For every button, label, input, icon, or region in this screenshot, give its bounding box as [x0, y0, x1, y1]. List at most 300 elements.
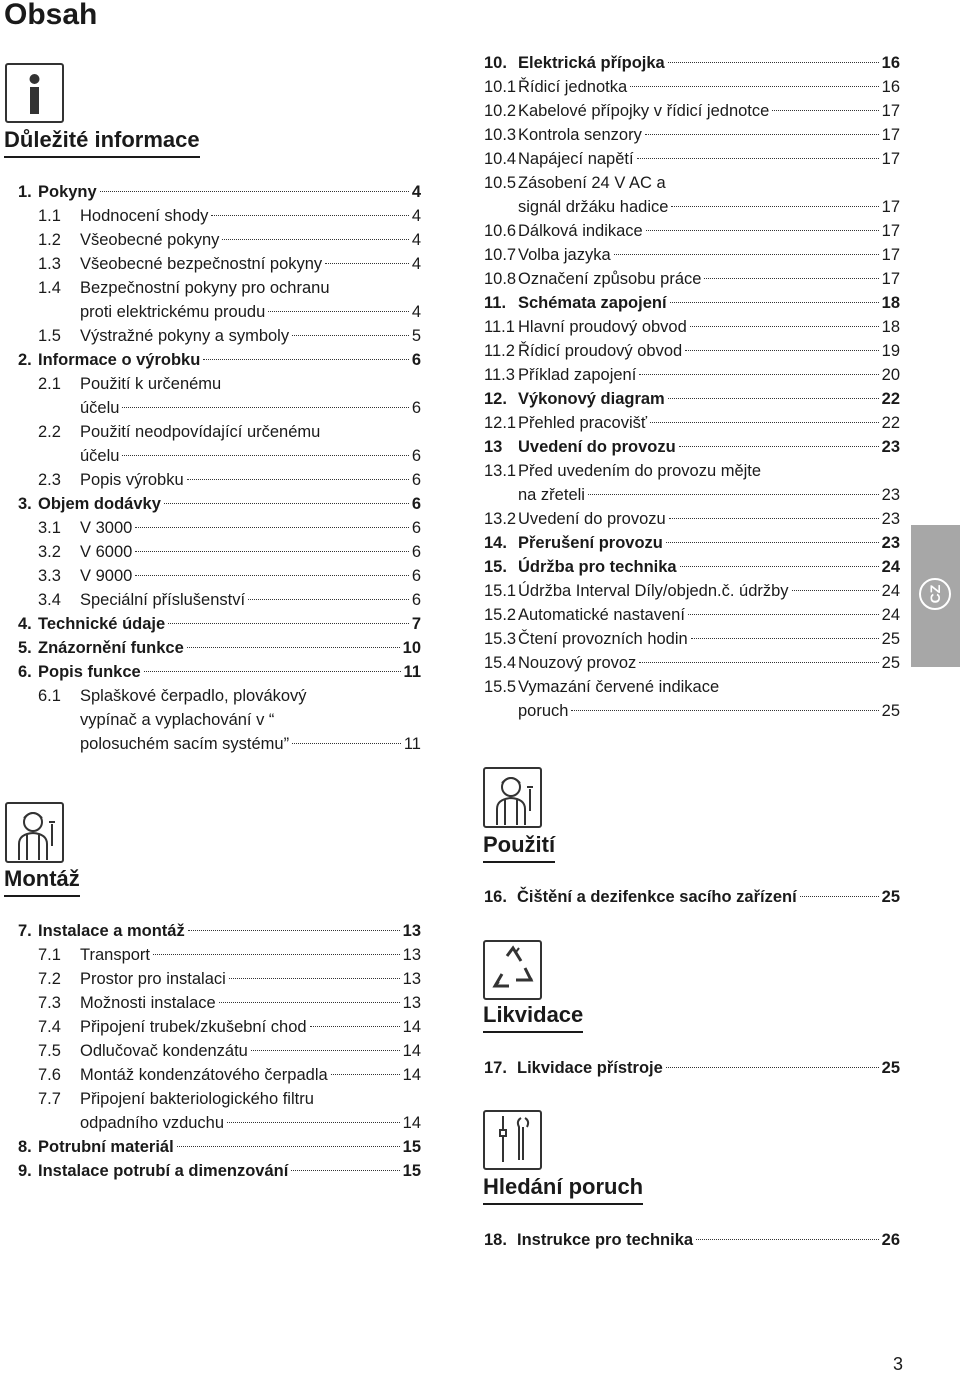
toc-entry-title: Volba jazyka	[518, 246, 611, 264]
page-title: Obsah	[4, 0, 98, 31]
toc-entry-page: 7	[411, 615, 421, 633]
toc-entry	[484, 507, 900, 531]
toc-troubleshooting	[484, 1228, 900, 1252]
toc-entry-number: 7.1	[38, 946, 61, 964]
language-code: CZ	[927, 584, 943, 604]
toc-entry-number: 1.2	[38, 231, 61, 249]
toc-entry-title: Znázornění funkce	[38, 639, 184, 657]
toc-entry-number: 9.	[18, 1162, 32, 1180]
toc-entry	[38, 324, 421, 348]
toc-entry-page: 25	[881, 654, 900, 672]
toc-entry-page: 6	[411, 447, 421, 465]
toc-dot-leader	[639, 374, 878, 375]
toc-entry-title: Výstražné pokyny a symboly	[80, 327, 290, 345]
toc-entry	[38, 204, 421, 228]
toc-entry-page: 11	[403, 735, 421, 753]
toc-entry-number: 10.3	[484, 126, 517, 144]
toc-dot-leader	[800, 896, 879, 897]
toc-dot-leader	[188, 930, 400, 931]
toc-entry-title: Instrukce pro technika	[517, 1231, 694, 1249]
toc-dot-leader	[670, 302, 879, 303]
toc-dot-leader	[100, 191, 409, 192]
toc-entry	[18, 1135, 421, 1159]
toc-disposal	[484, 1056, 900, 1080]
toc-entry-title: Kabelové přípojky v řídicí jednotce	[518, 102, 770, 120]
toc-dot-leader	[227, 1122, 400, 1123]
toc-entry-number: 11.2	[484, 342, 515, 360]
toc-dot-leader	[650, 422, 879, 423]
toc-entry-number: 16.	[484, 888, 507, 906]
toc-entry	[18, 1159, 421, 1183]
toc-entry-title: Prostor pro instalaci	[80, 970, 226, 988]
toc-assembly	[18, 919, 421, 1183]
toc-entry-number: 5.	[18, 639, 32, 657]
toc-entry-page: 24	[881, 558, 900, 576]
toc-entry	[38, 444, 421, 468]
toc-entry	[38, 1087, 421, 1111]
toc-entry	[484, 411, 900, 435]
toc-dot-leader	[135, 527, 409, 528]
toc-entry-title: Popis funkce	[38, 663, 141, 681]
toc-entry-title: Všeobecné bezpečnostní pokyny	[80, 255, 323, 273]
toc-dot-leader	[666, 1067, 879, 1068]
toc-entry-title: Řídicí proudový obvod	[518, 342, 683, 360]
toc-entry-title: Výkonový diagram	[518, 390, 665, 408]
toc-entry-title: Uvedení do provozu	[518, 510, 666, 528]
toc-entry-number: 12.1	[484, 414, 517, 432]
toc-entry	[484, 603, 900, 627]
toc-entry-page: 24	[881, 606, 900, 624]
toc-entry-page: 17	[881, 150, 900, 168]
toc-entry-title: Kontrola senzory	[518, 126, 642, 144]
toc-entry-number: 7.4	[38, 1018, 61, 1036]
toc-entry-title: Elektrická přípojka	[518, 54, 665, 72]
toc-entry	[484, 885, 900, 909]
page-number: 3	[893, 1354, 904, 1374]
toc-entry-number: 13.1	[484, 462, 517, 480]
toc-entry-number: 10.2	[484, 102, 517, 120]
toc-dot-leader	[685, 350, 878, 351]
toc-entry	[38, 684, 421, 708]
toc-entry-title: Použití neodpovídající určenému	[80, 423, 321, 441]
toc-entry	[484, 315, 900, 339]
toc-dot-leader	[588, 494, 879, 495]
toc-entry	[484, 171, 900, 195]
toc-entry	[484, 147, 900, 171]
toc-dot-leader	[704, 278, 878, 279]
toc-entry-title: Před uvedením do provozu mějte	[518, 462, 762, 480]
toc-entry	[484, 291, 900, 315]
toc-dot-leader	[291, 1170, 399, 1171]
toc-entry	[484, 99, 900, 123]
recycle-icon	[483, 940, 542, 1000]
toc-dot-leader	[135, 551, 409, 552]
toc-entry-page: 14	[402, 1066, 421, 1084]
toc-entry-page: 19	[881, 342, 900, 360]
toc-entry-number: 6.	[18, 663, 32, 681]
toc-entry-title: V 6000	[80, 543, 133, 561]
toc-entry	[484, 75, 900, 99]
toc-dot-leader	[187, 479, 409, 480]
toc-entry-number: 11.3	[484, 366, 515, 384]
toc-entry-number: 14.	[484, 534, 507, 552]
toc-entry-page: 17	[881, 270, 900, 288]
toc-dot-leader	[688, 614, 879, 615]
toc-entry-title: Hlavní proudový obvod	[518, 318, 687, 336]
toc-entry-number: 2.2	[38, 423, 61, 441]
toc-entry-title: Nouzový provoz	[518, 654, 637, 672]
toc-entry-page: 17	[881, 126, 900, 144]
toc-entry-page: 23	[881, 438, 900, 456]
toc-entry	[484, 699, 900, 723]
toc-entry-title: Čtení provozních hodin	[518, 630, 688, 648]
toc-entry-number: 3.	[18, 495, 32, 513]
toc-entry-number: 8.	[18, 1138, 32, 1156]
section-disposal-heading: Likvidace	[483, 1002, 583, 1033]
toc-entry-page: 18	[881, 318, 900, 336]
toc-entry-page: 22	[881, 390, 900, 408]
toc-entry-title: Čištění a dezifenkce sacího zařízení	[517, 888, 797, 906]
toc-entry	[38, 943, 421, 967]
toc-entry-page: 25	[881, 1059, 900, 1077]
toc-dot-leader	[325, 263, 409, 264]
toc-entry-page: 14	[402, 1042, 421, 1060]
toc-entry-number: 7.3	[38, 994, 61, 1012]
toc-dot-leader	[691, 638, 879, 639]
toc-entry-title: Instalace potrubí a dimenzování	[38, 1162, 289, 1180]
toc-entry	[484, 243, 900, 267]
toc-entry-page: 13	[402, 946, 421, 964]
toc-dot-leader	[630, 86, 878, 87]
toc-entry	[38, 372, 421, 396]
toc-entry	[18, 660, 421, 684]
toc-entry	[484, 195, 900, 219]
toc-dot-leader	[696, 1239, 879, 1240]
toc-entry-title: Řídicí jednotka	[518, 78, 628, 96]
technician-icon	[5, 802, 64, 863]
toc-entry-page: 6	[411, 543, 421, 561]
toc-entry	[38, 1039, 421, 1063]
toc-entry-title: Zásobení 24 V AC a	[518, 174, 666, 192]
toc-entry	[484, 627, 900, 651]
toc-entry	[38, 967, 421, 991]
toc-entry-page: 17	[881, 222, 900, 240]
toc-dot-leader	[122, 407, 408, 408]
toc-dot-leader	[203, 359, 409, 360]
toc-entry-number: 6.1	[38, 687, 61, 705]
toc-entry-page: 6	[411, 399, 421, 417]
toc-entry-title: Všeobecné pokyny	[80, 231, 220, 249]
toc-entry-page: 17	[881, 246, 900, 264]
toc-entry-number: 15.2	[484, 606, 517, 624]
toc-entry-title: Schémata zapojení	[518, 294, 667, 312]
toc-entry-page: 6	[411, 519, 421, 537]
toc-dot-leader	[164, 503, 409, 504]
toc-entry-title: Údržba pro technika	[518, 558, 677, 576]
toc-entry-page: 10	[402, 639, 421, 657]
toc-entry	[38, 228, 421, 252]
toc-dot-leader	[666, 542, 879, 543]
toc-entry-title: Přehled pracovišť	[518, 414, 648, 432]
toc-entry-title: Objem dodávky	[38, 495, 161, 513]
toc-entry-number: 1.4	[38, 279, 61, 297]
toc-entry	[484, 579, 900, 603]
toc-entry	[484, 219, 900, 243]
toc-entry	[18, 612, 421, 636]
toc-entry-number: 3.1	[38, 519, 61, 537]
toc-entry-title: Potrubní materiál	[38, 1138, 174, 1156]
toc-entry	[38, 540, 421, 564]
toc-entry-title: signál držáku hadice	[518, 198, 669, 216]
toc-entry-number: 15.4	[484, 654, 517, 672]
toc-entry-title: Splaškové čerpadlo, plovákový	[80, 687, 307, 705]
toc-dot-leader	[268, 311, 409, 312]
toc-entry-title: Připojení trubek/zkušební chod	[80, 1018, 307, 1036]
toc-entry-page: 23	[881, 510, 900, 528]
toc-entry-title: Informace o výrobku	[38, 351, 201, 369]
toc-entry-number: 13.2	[484, 510, 517, 528]
toc-entry	[38, 732, 421, 756]
toc-entry-number: 10.5	[484, 174, 517, 192]
toc-entry	[18, 492, 421, 516]
toc-entry	[484, 1228, 900, 1252]
toc-entry-page: 17	[881, 198, 900, 216]
toc-dot-leader	[219, 1002, 400, 1003]
toc-entry	[38, 1111, 421, 1135]
toc-entry-page: 26	[881, 1231, 900, 1249]
toc-entry	[38, 1015, 421, 1039]
toc-entry-title: Bezpečnostní pokyny pro ochranu	[80, 279, 330, 297]
toc-entry-number: 7.	[18, 922, 32, 940]
toc-entry-title: na zřeteli	[518, 486, 585, 504]
toc-entry-title: Pokyny	[38, 183, 97, 201]
toc-entry-title: Připojení bakteriologického filtru	[80, 1090, 314, 1108]
toc-entry-number: 7.6	[38, 1066, 61, 1084]
toc-entry-page: 25	[881, 702, 900, 720]
toc-entry-number: 18.	[484, 1231, 507, 1249]
toc-dot-leader	[645, 134, 879, 135]
toc-entry-number: 10.	[484, 54, 507, 72]
toc-entry-title: Speciální příslušenství	[80, 591, 246, 609]
toc-entry-number: 4.	[18, 615, 32, 633]
toc-entry	[38, 252, 421, 276]
toc-entry	[484, 387, 900, 411]
toc-entry	[38, 420, 421, 444]
toc-entry	[484, 435, 900, 459]
toc-entry-page: 11	[403, 663, 421, 681]
toc-entry-number: 7.2	[38, 970, 61, 988]
toc-entry-page: 25	[881, 630, 900, 648]
toc-entry-page: 13	[402, 922, 421, 940]
section-troubleshooting-heading: Hledání poruch	[483, 1174, 643, 1205]
toc-entry-title: účelu	[80, 447, 120, 465]
toc-dot-leader	[792, 590, 879, 591]
toc-dot-leader	[669, 518, 879, 519]
toc-entry-page: 24	[881, 582, 900, 600]
toc-dot-leader	[679, 446, 879, 447]
section-usage-heading: Použití	[483, 832, 555, 863]
toc-dot-leader	[292, 743, 401, 744]
toc-dot-leader	[135, 575, 409, 576]
toc-entry	[484, 555, 900, 579]
toc-entry-title: poruch	[518, 702, 569, 720]
toc-entry	[38, 1063, 421, 1087]
toc-entry	[18, 636, 421, 660]
toc-dot-leader	[571, 710, 878, 711]
toc-dot-leader	[331, 1074, 400, 1075]
toc-entry-number: 2.	[18, 351, 32, 369]
toc-entry-number: 1.1	[38, 207, 61, 225]
toc-entry-title: Montáž kondenzátového čerpadla	[80, 1066, 328, 1084]
toc-entry-number: 10.1	[484, 78, 517, 96]
toc-entry-number: 7.7	[38, 1090, 61, 1108]
tools-icon	[483, 1110, 542, 1170]
toc-entry-number: 15.1	[484, 582, 517, 600]
toc-entry	[18, 348, 421, 372]
technician-icon	[483, 767, 542, 828]
toc-entry	[38, 588, 421, 612]
toc-entry-title: Instalace a montáž	[38, 922, 185, 940]
toc-entry-page: 4	[411, 231, 421, 249]
toc-entry-page: 15	[402, 1138, 421, 1156]
toc-entry-number: 15.5	[484, 678, 517, 696]
toc-entry	[18, 180, 421, 204]
toc-entry-title: Označení způsobu práce	[518, 270, 702, 288]
toc-entry-title: Možnosti instalace	[80, 994, 216, 1012]
toc-entry-number: 3.3	[38, 567, 61, 585]
toc-entry-title: odpadního vzduchu	[80, 1114, 225, 1132]
toc-entry	[484, 483, 900, 507]
toc-dot-leader	[772, 110, 878, 111]
toc-entry-number: 10.8	[484, 270, 517, 288]
toc-entry-page: 4	[411, 255, 421, 273]
toc-dot-leader	[310, 1026, 400, 1027]
toc-entry-number: 10.6	[484, 222, 517, 240]
language-badge	[919, 578, 951, 610]
toc-entry-number: 1.5	[38, 327, 61, 345]
toc-entry-page: 14	[402, 1114, 421, 1132]
toc-entry-number: 3.4	[38, 591, 61, 609]
toc-dot-leader	[211, 215, 408, 216]
toc-important	[18, 180, 421, 756]
toc-entry-title: Přerušení provozu	[518, 534, 663, 552]
toc-entry-number: 10.4	[484, 150, 517, 168]
toc-entry-page: 4	[411, 207, 421, 225]
toc-dot-leader	[168, 623, 409, 624]
toc-entry-page: 13	[402, 994, 421, 1012]
toc-entry-title: V 9000	[80, 567, 133, 585]
toc-entry-title: vypínač a vyplachování v “	[80, 711, 275, 729]
toc-entry	[484, 363, 900, 387]
toc-entry-title: polosuchém sacím systému”	[80, 735, 290, 753]
toc-dot-leader	[251, 1050, 400, 1051]
toc-entry-page: 20	[881, 366, 900, 384]
toc-entry-title: Vymazání červené indikace	[518, 678, 720, 696]
toc-entry	[484, 267, 900, 291]
info-icon	[5, 63, 64, 123]
toc-entry-title: Dálková indikace	[518, 222, 643, 240]
toc-entry-page: 25	[881, 888, 900, 906]
toc-entry-number: 2.3	[38, 471, 61, 489]
toc-entry-page: 13	[402, 970, 421, 988]
toc-entry-page: 22	[881, 414, 900, 432]
toc-dot-leader	[637, 158, 879, 159]
toc-entry-page: 5	[411, 327, 421, 345]
toc-entry-number: 3.2	[38, 543, 61, 561]
toc-dot-leader	[639, 662, 878, 663]
toc-entry-page: 6	[411, 351, 421, 369]
toc-entry	[38, 300, 421, 324]
toc-entry-title: Údržba Interval Díly/objedn.č. údržby	[518, 582, 789, 600]
toc-entry-number: 17.	[484, 1059, 507, 1077]
toc-entry-page: 6	[411, 471, 421, 489]
toc-entry-title: Transport	[80, 946, 150, 964]
toc-dot-leader	[668, 62, 879, 63]
toc-entry-title: Uvedení do provozu	[518, 438, 676, 456]
toc-entry	[38, 564, 421, 588]
toc-entry-page: 15	[402, 1162, 421, 1180]
toc-usage	[484, 885, 900, 909]
toc-dot-leader	[153, 954, 400, 955]
section-assembly-heading: Montáž	[4, 866, 80, 897]
toc-entry	[38, 396, 421, 420]
toc-entry-page: 18	[881, 294, 900, 312]
toc-entry-title: Likvidace přístroje	[517, 1059, 663, 1077]
toc-entry-page: 23	[881, 486, 900, 504]
toc-entry-number: 2.1	[38, 375, 61, 393]
toc-entry-title: Příklad zapojení	[518, 366, 637, 384]
toc-entry-page: 23	[881, 534, 900, 552]
toc-entry	[484, 459, 900, 483]
toc-dot-leader	[222, 239, 408, 240]
toc-entry	[38, 708, 421, 732]
toc-dot-leader	[144, 671, 401, 672]
toc-entry-title: Hodnocení shody	[80, 207, 209, 225]
toc-entry-title: účelu	[80, 399, 120, 417]
toc-dot-leader	[671, 206, 878, 207]
toc-dot-leader	[646, 230, 879, 231]
toc-entry-number: 13	[484, 438, 503, 456]
toc-entry-page: 4	[411, 303, 421, 321]
toc-entry	[484, 675, 900, 699]
toc-entry	[38, 991, 421, 1015]
toc-entry	[484, 51, 900, 75]
toc-entry-page: 16	[881, 54, 900, 72]
toc-entry-title: Použití k určenému	[80, 375, 222, 393]
toc-entry	[484, 651, 900, 675]
toc-entry-number: 7.5	[38, 1042, 61, 1060]
toc-entry-title: Automatické nastavení	[518, 606, 685, 624]
toc-entry-title: V 3000	[80, 519, 133, 537]
toc-dot-leader	[690, 326, 879, 327]
toc-right	[484, 51, 900, 723]
toc-dot-leader	[177, 1146, 400, 1147]
language-tab	[911, 525, 960, 667]
toc-entry-page: 6	[411, 495, 421, 513]
section-important-heading: Důležité informace	[4, 127, 200, 158]
toc-entry-title: Odlučovač kondenzátu	[80, 1042, 248, 1060]
toc-entry-page: 6	[411, 567, 421, 585]
toc-entry	[38, 276, 421, 300]
toc-entry	[38, 468, 421, 492]
toc-entry	[484, 123, 900, 147]
toc-entry-title: Popis výrobku	[80, 471, 184, 489]
toc-dot-leader	[680, 566, 879, 567]
toc-entry-page: 6	[411, 591, 421, 609]
toc-entry-number: 1.	[18, 183, 32, 201]
toc-entry-page: 14	[402, 1018, 421, 1036]
toc-entry-number: 11.	[484, 294, 507, 312]
